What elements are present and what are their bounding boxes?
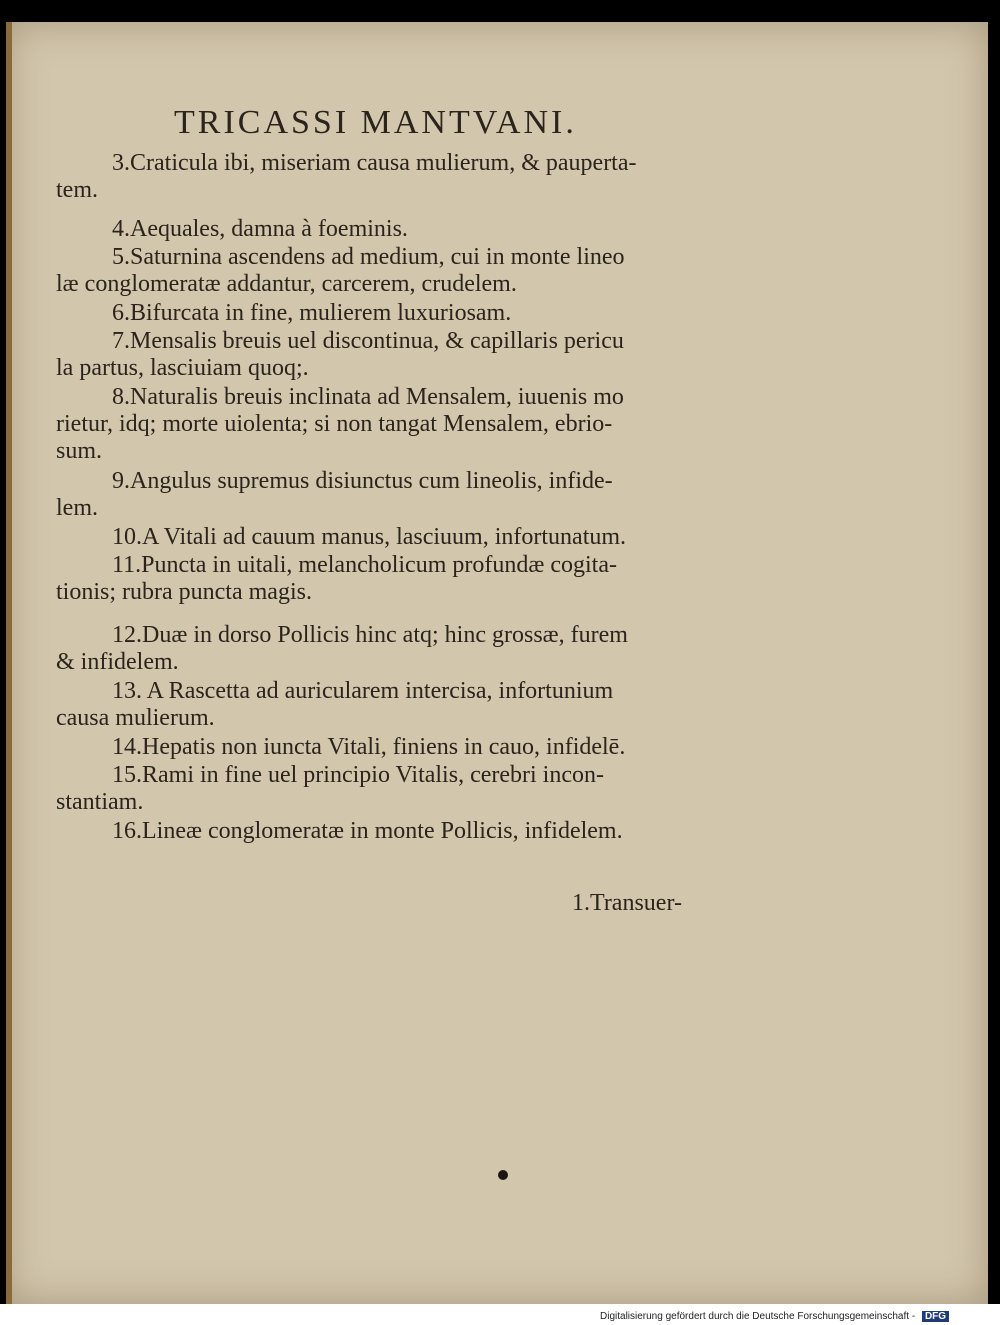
- entry-line: 16.Lineæ conglomeratæ in monte Pollicis, infidelem.: [112, 818, 623, 844]
- entry-14: [56, 734, 720, 761]
- entry-6: [56, 300, 720, 327]
- entry-line: 12.Duæ in dorso Pollicis hinc atq; hinc grossæ, furem: [112, 622, 628, 648]
- entry-7: [56, 328, 720, 382]
- entry-line: tem.: [56, 177, 98, 203]
- entry-8: [56, 384, 720, 465]
- entry-line: stantiam.: [56, 789, 144, 815]
- entry-line: 7.Mensalis breuis uel discontinua, & capillaris pericu: [112, 328, 624, 354]
- entry-line: 5.Saturnina ascendens ad medium, cui in monte lineo: [112, 244, 625, 270]
- dfg-logo: DFG: [922, 1311, 949, 1322]
- entry-line: 3.Craticula ibi, miseriam causa mulierum, & pauperta-: [112, 150, 637, 176]
- entry-11: [56, 552, 720, 606]
- entry-line: 15.Rami in fine uel principio Vitalis, cerebri incon-: [112, 762, 604, 788]
- page-mark-dot: [498, 1170, 508, 1180]
- entry-line: tionis; rubra puncta magis.: [56, 579, 312, 605]
- page-spine-edge: [6, 22, 12, 1304]
- entry-3: [56, 150, 720, 204]
- entry-line: 10.A Vitali ad cauum manus, lasciuum, infortunatum.: [112, 524, 627, 550]
- entry-line: 11.Puncta in uitali, melancholicum profundæ cogita-: [112, 552, 617, 578]
- running-header: TRICASSI MANTVANI.: [174, 104, 577, 141]
- entry-line: lem.: [56, 495, 98, 521]
- entry-13: [56, 678, 720, 732]
- footer-text: Digitalisierung gefördert durch die Deutsche Forschungsgemeinschaft -: [600, 1311, 916, 1322]
- entry-line: la partus, lasciuiam quoq;.: [56, 355, 309, 381]
- entry-line: 9.Angulus supremus disiunctus cum lineolis, infide-: [112, 468, 613, 494]
- entry-12: [56, 622, 720, 676]
- entry-10: [56, 524, 720, 551]
- entry-line: 4.Aequales, damna à foeminis.: [112, 216, 408, 242]
- entry-line: & infidelem.: [56, 649, 179, 675]
- entry-line: 8.Naturalis breuis inclinata ad Mensalem, iuuenis mo: [112, 384, 624, 410]
- entry-15: [56, 762, 720, 816]
- entry-line: 6.Bifurcata in fine, mulierem luxuriosam.: [112, 300, 512, 326]
- entry-5: [56, 244, 720, 298]
- entry-line: sum.: [56, 438, 103, 464]
- catchword: 1.Transuer-: [572, 890, 682, 916]
- entry-line: læ conglomeratæ addantur, carcerem, crudelem.: [56, 271, 517, 297]
- entry-line: 13. A Rascetta ad auricularem intercisa, infortunium: [112, 678, 614, 704]
- entry-16: [56, 818, 720, 845]
- entry-line: rietur, idq; morte uiolenta; si non tangat Mensalem, ebrio-: [56, 411, 613, 437]
- entry-line: 14.Hepatis non iuncta Vitali, finiens in cauo, infidelē.: [112, 734, 626, 760]
- entry-4: [56, 216, 720, 243]
- entry-line: causa mulierum.: [56, 705, 215, 731]
- footer-credit: [600, 1311, 949, 1322]
- entry-9: [56, 468, 720, 522]
